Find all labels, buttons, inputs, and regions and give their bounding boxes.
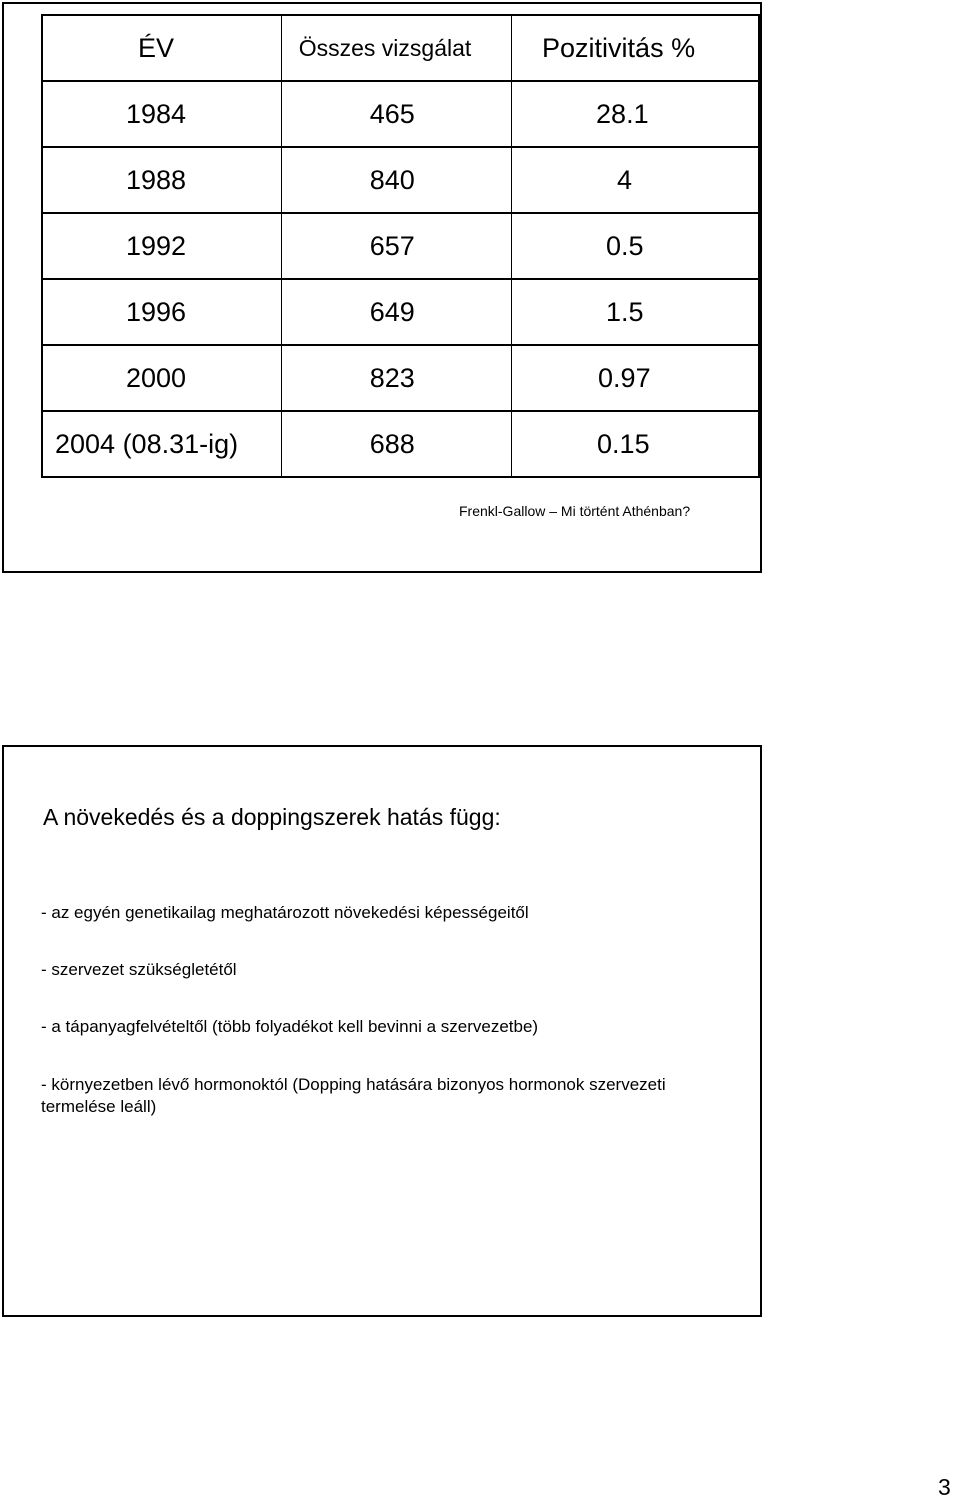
table-row bbox=[42, 81, 759, 147]
source-citation: Frenkl-Gallow – Mi történt Athénban? bbox=[459, 503, 691, 519]
slide-1 bbox=[2, 2, 762, 573]
cell-positivity: 4 bbox=[512, 147, 759, 213]
table-row bbox=[42, 411, 759, 477]
table-row bbox=[42, 213, 759, 279]
cell-year: 1984 bbox=[42, 81, 281, 147]
cell-positivity: 0.15 bbox=[512, 411, 759, 477]
list-item: - az egyén genetikailag meghatározott növekedési képességeitől bbox=[41, 903, 529, 922]
cell-positivity: 0.97 bbox=[512, 345, 759, 411]
table-header-row bbox=[42, 15, 759, 81]
cell-total: 465 bbox=[281, 81, 511, 147]
slide-2 bbox=[2, 745, 762, 1317]
doping-statistics-table bbox=[41, 14, 760, 478]
page-number: 3 bbox=[938, 1474, 951, 1500]
slide-heading: A növekedés és a doppingszerek hatás függ: bbox=[43, 804, 501, 830]
column-header-year: ÉV bbox=[42, 15, 281, 81]
table-row bbox=[42, 147, 759, 213]
cell-positivity: 0.5 bbox=[512, 213, 759, 279]
column-header-total-tests: Összes vizsgálat bbox=[281, 15, 511, 81]
cell-year: 1988 bbox=[42, 147, 281, 213]
list-item: - környezetben lévő hormonoktól (Dopping hatására bizonyos hormonok szervezeti termelése leáll) bbox=[41, 1075, 666, 1116]
table-row bbox=[42, 345, 759, 411]
cell-positivity: 1.5 bbox=[512, 279, 759, 345]
list-item: - szervezet szükségletétől bbox=[41, 960, 237, 979]
cell-year: 1996 bbox=[42, 279, 281, 345]
cell-total: 840 bbox=[281, 147, 511, 213]
table-row bbox=[42, 279, 759, 345]
factor-list bbox=[41, 902, 741, 1152]
cell-year: 1992 bbox=[42, 213, 281, 279]
cell-total: 688 bbox=[281, 411, 511, 477]
cell-year: 2004 (08.31-ig) bbox=[42, 411, 281, 477]
cell-positivity: 28.1 bbox=[512, 81, 759, 147]
column-header-positivity: Pozitivitás % bbox=[512, 15, 759, 81]
cell-total: 823 bbox=[281, 345, 511, 411]
cell-total: 649 bbox=[281, 279, 511, 345]
cell-total: 657 bbox=[281, 213, 511, 279]
cell-year: 2000 bbox=[42, 345, 281, 411]
list-item: - a tápanyagfelvételtől (több folyadékot kell bevinni a szervezetbe) bbox=[41, 1017, 539, 1036]
